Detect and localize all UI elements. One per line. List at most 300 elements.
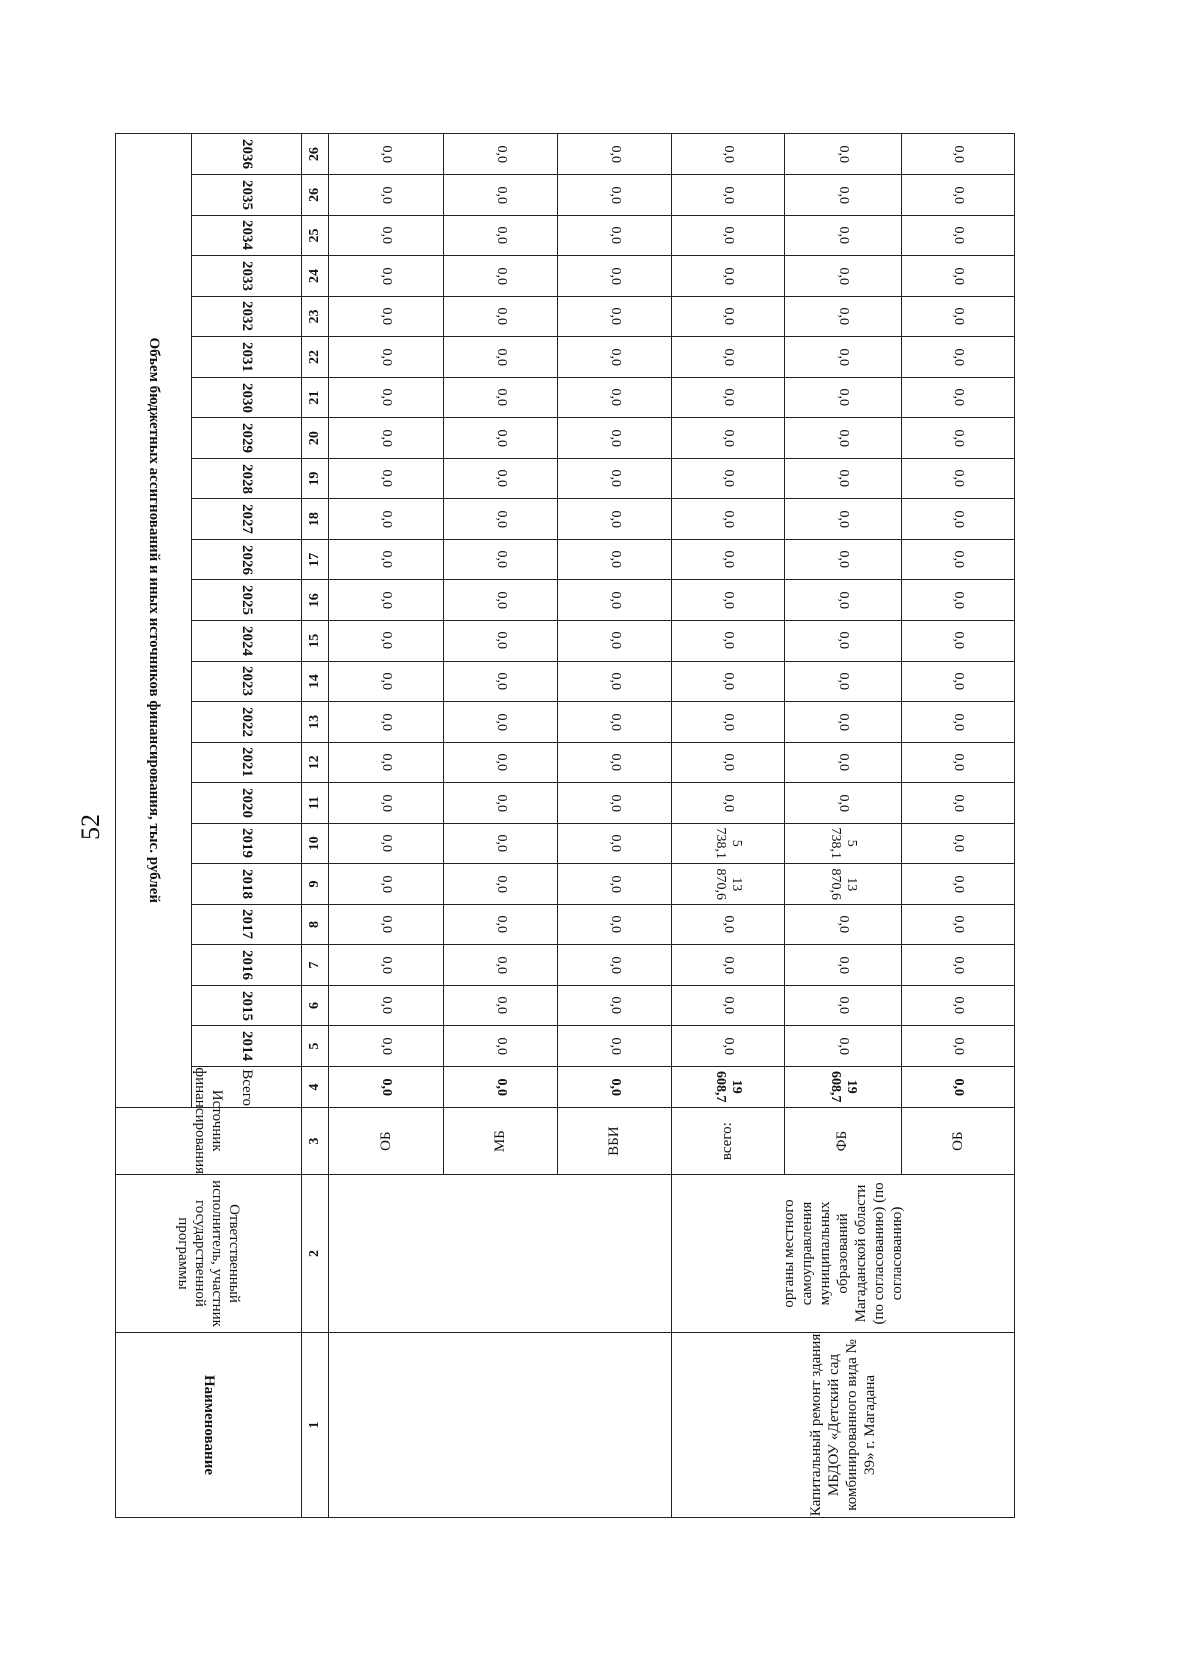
year-value-cell — [902, 296, 1015, 337]
year-value: 0,0 — [951, 429, 967, 447]
year-value-cell — [672, 742, 785, 783]
total-value: 19 608,7 — [712, 1071, 744, 1103]
year-value-cell — [444, 620, 558, 661]
total-value: 0,0 — [493, 1078, 509, 1096]
year-value: 0,0 — [835, 388, 851, 407]
year-value-cell — [558, 823, 672, 864]
year-value-cell — [902, 742, 1015, 783]
year-value-cell — [784, 661, 901, 702]
year-value: 0,0 — [493, 348, 509, 366]
year-value-cell — [329, 296, 444, 337]
year-value-cell — [329, 377, 444, 418]
year-value: 0,0 — [835, 632, 851, 650]
year-value: 0,0 — [835, 469, 851, 488]
year-value-cell — [784, 377, 901, 418]
year-value-cell — [558, 499, 672, 540]
header-year — [191, 418, 301, 459]
year-value-cell — [902, 458, 1015, 499]
year-value: 0,0 — [379, 429, 395, 447]
year-value-cell — [329, 783, 444, 824]
year-value-cell — [784, 985, 901, 1026]
header-year — [191, 458, 301, 499]
column-number: 21 — [301, 377, 328, 418]
year-value: 0,0 — [379, 591, 395, 609]
year-value-cell — [329, 904, 444, 945]
header-year — [191, 580, 301, 621]
year-value: 0,0 — [951, 794, 967, 812]
total-cell — [558, 1066, 672, 1108]
year-value: 0,0 — [835, 996, 851, 1015]
total-cell — [902, 1066, 1015, 1108]
year-value-cell — [672, 458, 785, 499]
year-value-cell — [444, 904, 558, 945]
year-value: 0,0 — [607, 145, 623, 163]
year-value: 0,0 — [607, 226, 623, 245]
year-value: 0,0 — [835, 794, 851, 812]
year-value-cell — [902, 945, 1015, 986]
year-value-cell — [444, 661, 558, 702]
column-number: 13 — [301, 702, 328, 743]
header-budget-volume: Объем бюджетных ассигнований и иных источников финансирования, тыс. рублей — [116, 134, 192, 1108]
year-value-cell — [784, 1026, 901, 1067]
year-value-cell — [902, 256, 1015, 297]
year-value: 0,0 — [493, 996, 509, 1015]
year-value: 0,0 — [493, 794, 509, 812]
year-value-cell — [558, 985, 672, 1026]
year-value: 0,0 — [951, 267, 967, 285]
header-year-label: 2025 — [238, 585, 255, 616]
year-value-cell — [672, 134, 785, 175]
column-number: 22 — [301, 337, 328, 378]
year-value-cell — [444, 864, 558, 905]
year-value: 0,0 — [607, 794, 623, 812]
header-year — [191, 175, 301, 216]
header-name: Наименование — [116, 1332, 302, 1517]
year-value: 0,0 — [379, 1037, 395, 1055]
total-value: 19 608,7 — [827, 1071, 859, 1103]
header-year — [191, 864, 301, 905]
year-value-cell — [784, 620, 901, 661]
header-responsible: Ответственный исполнитель, участник государственной программы — [116, 1174, 302, 1332]
header-year — [191, 499, 301, 540]
year-value-cell — [672, 661, 785, 702]
year-value: 0,0 — [951, 713, 967, 731]
year-value-cell — [444, 499, 558, 540]
header-year-label: 2035 — [238, 179, 255, 210]
year-value: 0,0 — [720, 956, 736, 974]
year-value-cell — [672, 175, 785, 216]
year-value-cell — [784, 215, 901, 256]
year-value-cell — [558, 215, 672, 256]
year-value: 0,0 — [951, 996, 967, 1015]
year-value-cell — [902, 539, 1015, 580]
header-year-label: 2027 — [238, 504, 255, 535]
column-number: 12 — [301, 742, 328, 783]
column-number: 16 — [301, 580, 328, 621]
year-value: 0,0 — [951, 226, 967, 245]
column-number: 7 — [301, 945, 328, 986]
year-value-cell — [672, 377, 785, 418]
rotated-table-wrapper — [115, 133, 1015, 1518]
year-value: 0,0 — [835, 1037, 851, 1055]
year-value-cell — [558, 620, 672, 661]
year-value: 0,0 — [951, 145, 967, 163]
year-value: 0,0 — [951, 307, 967, 326]
column-number: 25 — [301, 215, 328, 256]
year-value: 0,0 — [720, 510, 736, 528]
year-value-cell — [902, 580, 1015, 621]
header-year — [191, 1026, 301, 1067]
year-value: 0,0 — [493, 429, 509, 447]
year-value: 0,0 — [493, 672, 509, 691]
year-value: 0,0 — [607, 550, 623, 569]
year-value-cell — [784, 783, 901, 824]
year-value-cell — [902, 864, 1015, 905]
year-value-cell — [672, 702, 785, 743]
header-year — [191, 256, 301, 297]
header-year — [191, 620, 301, 661]
source-label: ФБ — [834, 1130, 851, 1152]
year-value-cell — [558, 864, 672, 905]
year-value-cell — [672, 945, 785, 986]
year-value-cell — [444, 175, 558, 216]
source-label: ВБИ — [606, 1126, 623, 1156]
column-number: 3 — [301, 1108, 328, 1175]
header-year-label: 2031 — [238, 342, 255, 373]
source-cell — [672, 1108, 785, 1175]
source-cell — [329, 1108, 444, 1175]
year-value: 0,0 — [607, 956, 623, 974]
year-value: 0,0 — [493, 388, 509, 407]
year-value: 5 738,1 — [712, 827, 744, 860]
year-value-cell — [902, 904, 1015, 945]
year-value: 13 870,6 — [712, 868, 744, 900]
year-value-cell — [902, 783, 1015, 824]
year-value: 0,0 — [493, 956, 509, 974]
source-label: всего: — [719, 1122, 736, 1161]
year-value: 0,0 — [493, 226, 509, 245]
column-number: 19 — [301, 458, 328, 499]
year-value-cell — [672, 296, 785, 337]
year-value-cell — [558, 661, 672, 702]
year-value: 0,0 — [493, 550, 509, 569]
year-value: 0,0 — [379, 307, 395, 326]
year-value: 0,0 — [720, 429, 736, 447]
year-value: 0,0 — [951, 469, 967, 488]
year-value: 0,0 — [720, 267, 736, 285]
header-year-label: 2026 — [238, 544, 255, 575]
year-value-cell — [444, 783, 558, 824]
year-value-cell — [444, 134, 558, 175]
header-year-label: 2023 — [238, 666, 255, 697]
year-value: 0,0 — [720, 388, 736, 407]
year-value-cell — [444, 702, 558, 743]
year-value-cell — [784, 904, 901, 945]
year-value-cell — [784, 134, 901, 175]
year-value: 13 870,6 — [827, 868, 859, 900]
year-value-cell — [784, 418, 901, 459]
column-number: 11 — [301, 783, 328, 824]
year-value: 0,0 — [493, 145, 509, 163]
year-value: 0,0 — [379, 145, 395, 163]
total-value: 0,0 — [379, 1078, 395, 1096]
year-value-cell — [902, 337, 1015, 378]
year-value-cell — [784, 499, 901, 540]
column-number: 4 — [301, 1066, 328, 1108]
year-value-cell — [444, 945, 558, 986]
year-value-cell — [444, 580, 558, 621]
column-number: 1 — [301, 1332, 328, 1517]
year-value: 0,0 — [951, 632, 967, 650]
year-value: 0,0 — [835, 267, 851, 285]
year-value: 0,0 — [607, 348, 623, 366]
header-year-label: 2034 — [238, 220, 255, 251]
row-responsible-cell — [329, 1174, 672, 1332]
year-value-cell — [329, 458, 444, 499]
column-number: 5 — [301, 1026, 328, 1067]
year-value-cell — [784, 539, 901, 580]
column-number: 18 — [301, 499, 328, 540]
column-number: 9 — [301, 864, 328, 905]
year-value-cell — [329, 256, 444, 297]
header-year-label: 2030 — [238, 382, 255, 413]
source-cell — [444, 1108, 558, 1175]
year-value-cell — [558, 418, 672, 459]
year-value-cell — [444, 418, 558, 459]
year-value: 0,0 — [379, 267, 395, 285]
header-year-label: 2015 — [238, 990, 255, 1021]
column-number: 24 — [301, 256, 328, 297]
year-value: 0,0 — [720, 1037, 736, 1055]
year-value-cell — [902, 418, 1015, 459]
header-year — [191, 296, 301, 337]
year-value: 0,0 — [607, 672, 623, 691]
table-row — [329, 134, 444, 1518]
year-value-cell — [672, 539, 785, 580]
header-year — [191, 742, 301, 783]
year-value: 0,0 — [720, 996, 736, 1015]
year-value-cell — [444, 1026, 558, 1067]
year-value: 0,0 — [379, 550, 395, 569]
year-value: 0,0 — [493, 510, 509, 528]
year-value: 0,0 — [835, 915, 851, 934]
row-name-cell — [672, 1332, 1015, 1517]
year-value: 0,0 — [493, 267, 509, 285]
year-value-cell — [329, 985, 444, 1026]
total-cell — [672, 1066, 785, 1108]
header-year-label: 2022 — [238, 706, 255, 737]
year-value-cell — [329, 742, 444, 783]
year-value: 0,0 — [607, 632, 623, 650]
year-value-cell — [558, 904, 672, 945]
year-value: 0,0 — [607, 915, 623, 934]
year-value: 0,0 — [720, 226, 736, 245]
year-value: 0,0 — [720, 145, 736, 163]
row-name: Капитальный ремонт здания МБДОУ «Детский сад комбинированного вида № 39» г. Магадана — [808, 1333, 879, 1517]
column-number: 20 — [301, 418, 328, 459]
header-year-label: 2033 — [238, 260, 255, 291]
year-value: 0,0 — [379, 672, 395, 691]
row-responsible: органы местного самоуправления муниципальных образований Магаданской области (по согласованию) (по согласованию) — [781, 1182, 906, 1325]
year-value: 0,0 — [607, 591, 623, 609]
year-value: 0,0 — [720, 672, 736, 691]
source-cell — [558, 1108, 672, 1175]
year-value: 0,0 — [379, 388, 395, 407]
header-year — [191, 702, 301, 743]
year-value: 0,0 — [720, 794, 736, 812]
year-value: 0,0 — [951, 591, 967, 609]
header-year-label: 2021 — [238, 747, 255, 778]
year-value: 0,0 — [835, 956, 851, 974]
year-value-cell — [558, 458, 672, 499]
year-value-cell — [558, 1026, 672, 1067]
year-value: 0,0 — [493, 591, 509, 609]
year-value-cell — [558, 256, 672, 297]
year-value-cell — [329, 702, 444, 743]
header-year-label: 2036 — [238, 139, 255, 170]
year-value-cell — [784, 175, 901, 216]
year-value-cell — [329, 661, 444, 702]
year-value: 0,0 — [379, 834, 395, 853]
year-value: 0,0 — [951, 834, 967, 853]
year-value: 0,0 — [607, 510, 623, 528]
year-value-cell — [444, 458, 558, 499]
year-value: 0,0 — [720, 632, 736, 650]
year-value: 0,0 — [379, 186, 395, 204]
year-value: 0,0 — [835, 226, 851, 245]
year-value: 0,0 — [607, 469, 623, 488]
year-value-cell — [902, 1026, 1015, 1067]
year-value: 0,0 — [607, 267, 623, 285]
year-value-cell — [329, 175, 444, 216]
header-year — [191, 945, 301, 986]
year-value-cell — [329, 418, 444, 459]
year-value-cell — [902, 499, 1015, 540]
year-value-cell — [329, 864, 444, 905]
source-cell — [902, 1108, 1015, 1175]
year-value: 0,0 — [951, 915, 967, 934]
column-number-row — [301, 134, 328, 1518]
source-label: ОБ — [949, 1131, 966, 1151]
year-value: 0,0 — [379, 713, 395, 731]
header-year — [191, 985, 301, 1026]
year-value: 0,0 — [493, 1037, 509, 1055]
year-value-cell — [329, 215, 444, 256]
column-number: 15 — [301, 620, 328, 661]
year-value-cell — [784, 864, 901, 905]
year-value: 0,0 — [379, 956, 395, 974]
year-value-cell — [329, 499, 444, 540]
year-value: 5 738,1 — [827, 827, 859, 860]
year-value: 0,0 — [607, 713, 623, 731]
year-value-cell — [784, 337, 901, 378]
year-value: 0,0 — [493, 186, 509, 204]
year-value: 0,0 — [607, 388, 623, 407]
year-value-cell — [558, 702, 672, 743]
year-value-cell — [672, 337, 785, 378]
header-year-label: 2024 — [238, 625, 255, 656]
year-value-cell — [672, 256, 785, 297]
year-value: 0,0 — [835, 753, 851, 772]
year-value: 0,0 — [379, 469, 395, 488]
year-value-cell — [558, 580, 672, 621]
year-value-cell — [558, 945, 672, 986]
year-value-cell — [784, 823, 901, 864]
year-value: 0,0 — [493, 632, 509, 650]
year-value-cell — [902, 215, 1015, 256]
year-value-cell — [329, 620, 444, 661]
header-year — [191, 377, 301, 418]
year-value-cell — [672, 1026, 785, 1067]
table-row — [672, 134, 785, 1518]
year-value: 0,0 — [607, 429, 623, 447]
year-value: 0,0 — [835, 713, 851, 731]
year-value: 0,0 — [951, 875, 967, 893]
year-value: 0,0 — [720, 348, 736, 366]
year-value: 0,0 — [720, 307, 736, 326]
year-value: 0,0 — [951, 348, 967, 366]
year-value-cell — [672, 620, 785, 661]
budget-table — [115, 133, 1015, 1518]
year-value: 0,0 — [951, 1037, 967, 1055]
header-year — [191, 661, 301, 702]
year-value: 0,0 — [951, 956, 967, 974]
year-value-cell — [558, 296, 672, 337]
header-year — [191, 134, 301, 175]
header-source: Источник финансирования — [116, 1108, 302, 1175]
year-value-cell — [902, 823, 1015, 864]
year-value-cell — [672, 904, 785, 945]
row-responsible-cell — [672, 1174, 1015, 1332]
year-value-cell — [558, 337, 672, 378]
year-value-cell — [329, 823, 444, 864]
year-value-cell — [672, 499, 785, 540]
column-number: 10 — [301, 823, 328, 864]
year-value-cell — [558, 742, 672, 783]
year-value-cell — [902, 377, 1015, 418]
year-value: 0,0 — [607, 1037, 623, 1055]
header-year — [191, 904, 301, 945]
year-value: 0,0 — [835, 348, 851, 366]
year-value: 0,0 — [493, 307, 509, 326]
year-value-cell — [444, 215, 558, 256]
year-value-cell — [444, 377, 558, 418]
total-value: 0,0 — [951, 1078, 967, 1096]
year-value-cell — [672, 215, 785, 256]
year-value: 0,0 — [951, 186, 967, 204]
total-cell — [329, 1066, 444, 1108]
year-value-cell — [672, 418, 785, 459]
column-number: 8 — [301, 904, 328, 945]
year-value-cell — [784, 296, 901, 337]
year-value: 0,0 — [835, 591, 851, 609]
header-year — [191, 823, 301, 864]
column-number: 23 — [301, 296, 328, 337]
year-value: 0,0 — [720, 469, 736, 488]
year-value-cell — [902, 175, 1015, 216]
column-number: 26 — [301, 175, 328, 216]
total-value: 0,0 — [607, 1078, 623, 1096]
header-year-label: 2032 — [238, 301, 255, 332]
header-year-label: 2016 — [238, 950, 255, 980]
year-value: 0,0 — [835, 550, 851, 569]
year-value: 0,0 — [379, 226, 395, 245]
year-value: 0,0 — [720, 753, 736, 772]
column-number: 6 — [301, 985, 328, 1026]
year-value: 0,0 — [835, 307, 851, 326]
source-cell — [784, 1108, 901, 1175]
header-year-label: 2019 — [238, 828, 255, 859]
